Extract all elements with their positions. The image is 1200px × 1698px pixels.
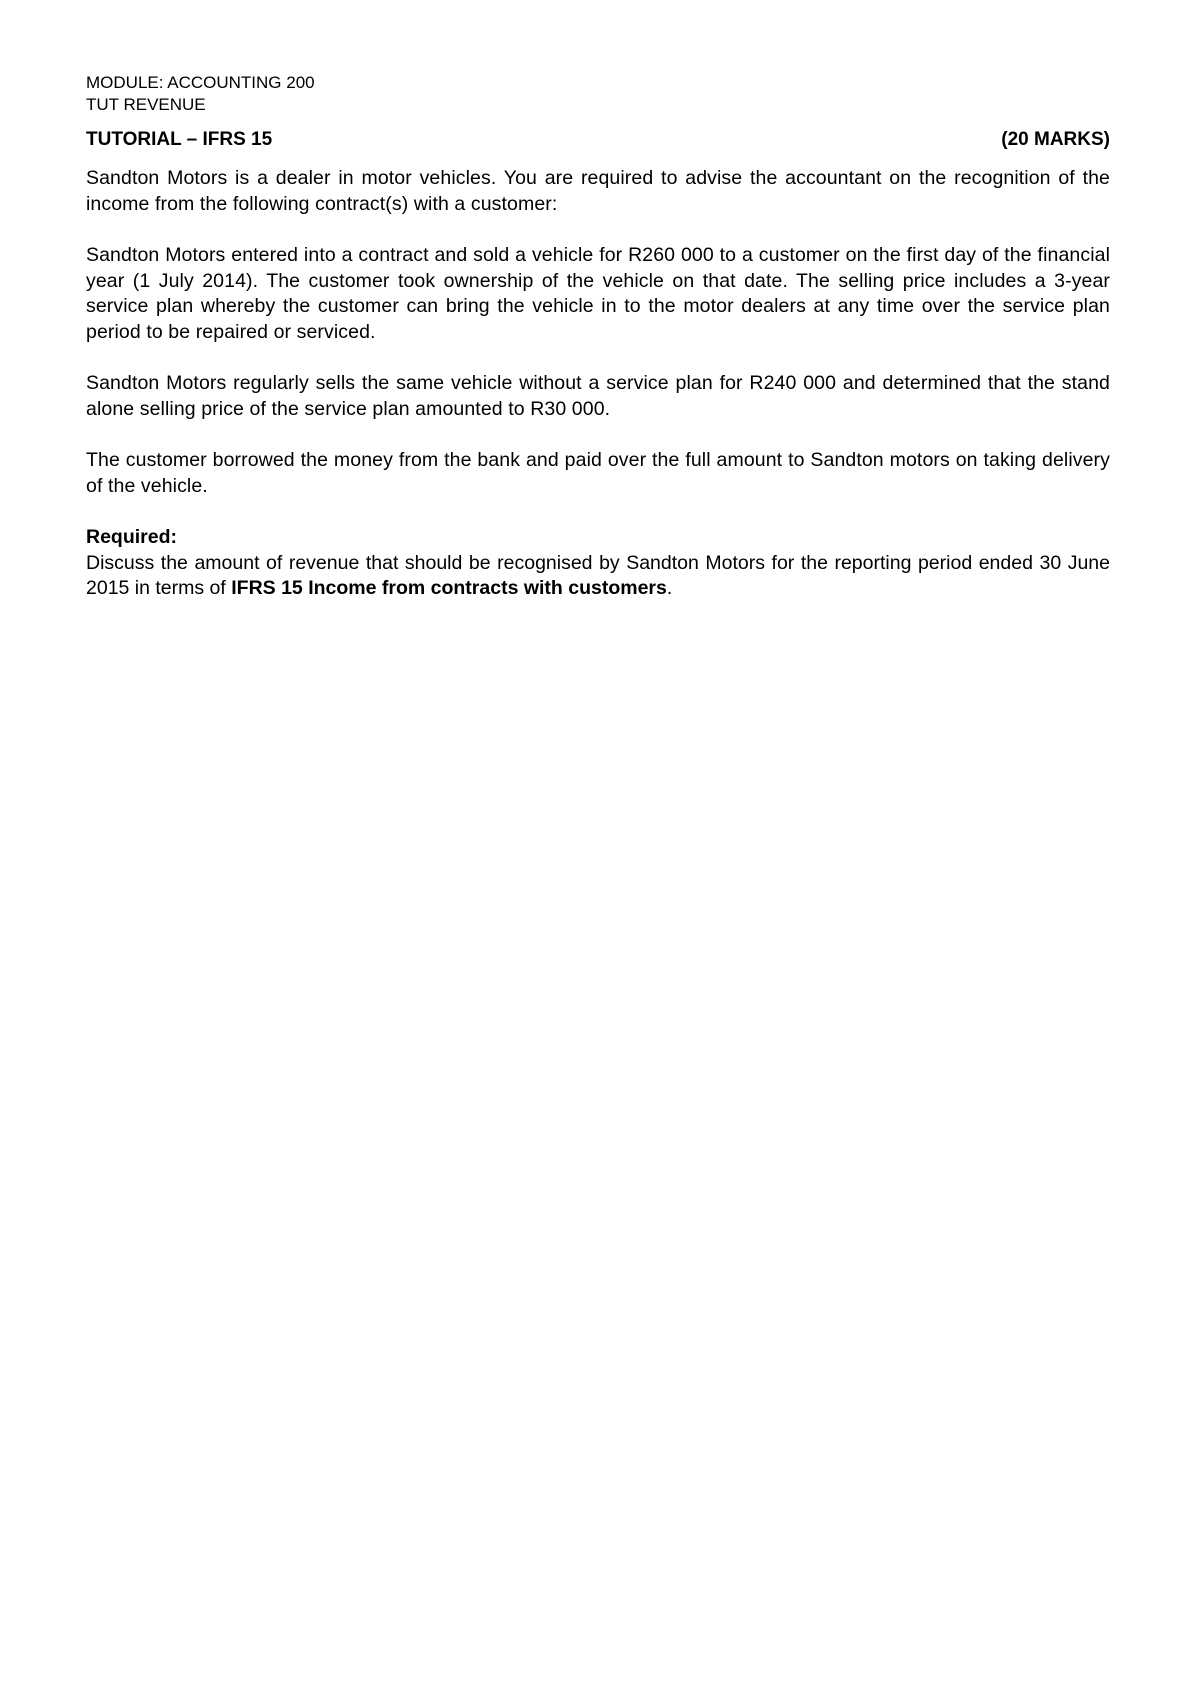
- tut-line: TUT REVENUE: [86, 95, 206, 114]
- required-text-start: Discuss the amount of revenue that should be recognised by Sandton Motors for the reporting period ended 30 June 2015 in terms of: [86, 551, 1110, 599]
- document-content: [86, 72, 1110, 602]
- required-paragraph: [86, 551, 1110, 602]
- payment-paragraph: The customer borrowed the money from the bank and paid over the full amount to Sandton motors on taking delivery of the vehicle.: [86, 449, 1110, 497]
- tutorial-title: TUTORIAL – IFRS 15: [86, 129, 273, 150]
- pricing-paragraph: Sandton Motors regularly sells the same vehicle without a service plan for R240 000 and determined that the stand alone selling price of the service plan amounted to R30 000.: [86, 372, 1110, 420]
- marks-label: (20 MARKS): [1001, 129, 1110, 150]
- tutorial-title-row: [86, 128, 1110, 152]
- required-standard-name: IFRS 15 Income from contracts with customers: [231, 577, 667, 599]
- contract-paragraph: Sandton Motors entered into a contract and sold a vehicle for R260 000 to a customer on the first day of the financial year (1 July 2014). The customer took ownership of the vehicle on that date. The selling price includes a 3-year service plan whereby the customer can bring the vehicle in to the motor dealers at any time over the service plan period to be repaired or serviced.: [86, 244, 1110, 343]
- required-heading: Required:: [86, 526, 178, 548]
- required-text-end: .: [666, 577, 673, 599]
- module-line: MODULE: ACCOUNTING 200: [86, 73, 315, 92]
- intro-paragraph: Sandton Motors is a dealer in motor vehicles. You are required to advise the accountant on the recognition of the income from the following contract(s) with a customer:: [86, 167, 1110, 215]
